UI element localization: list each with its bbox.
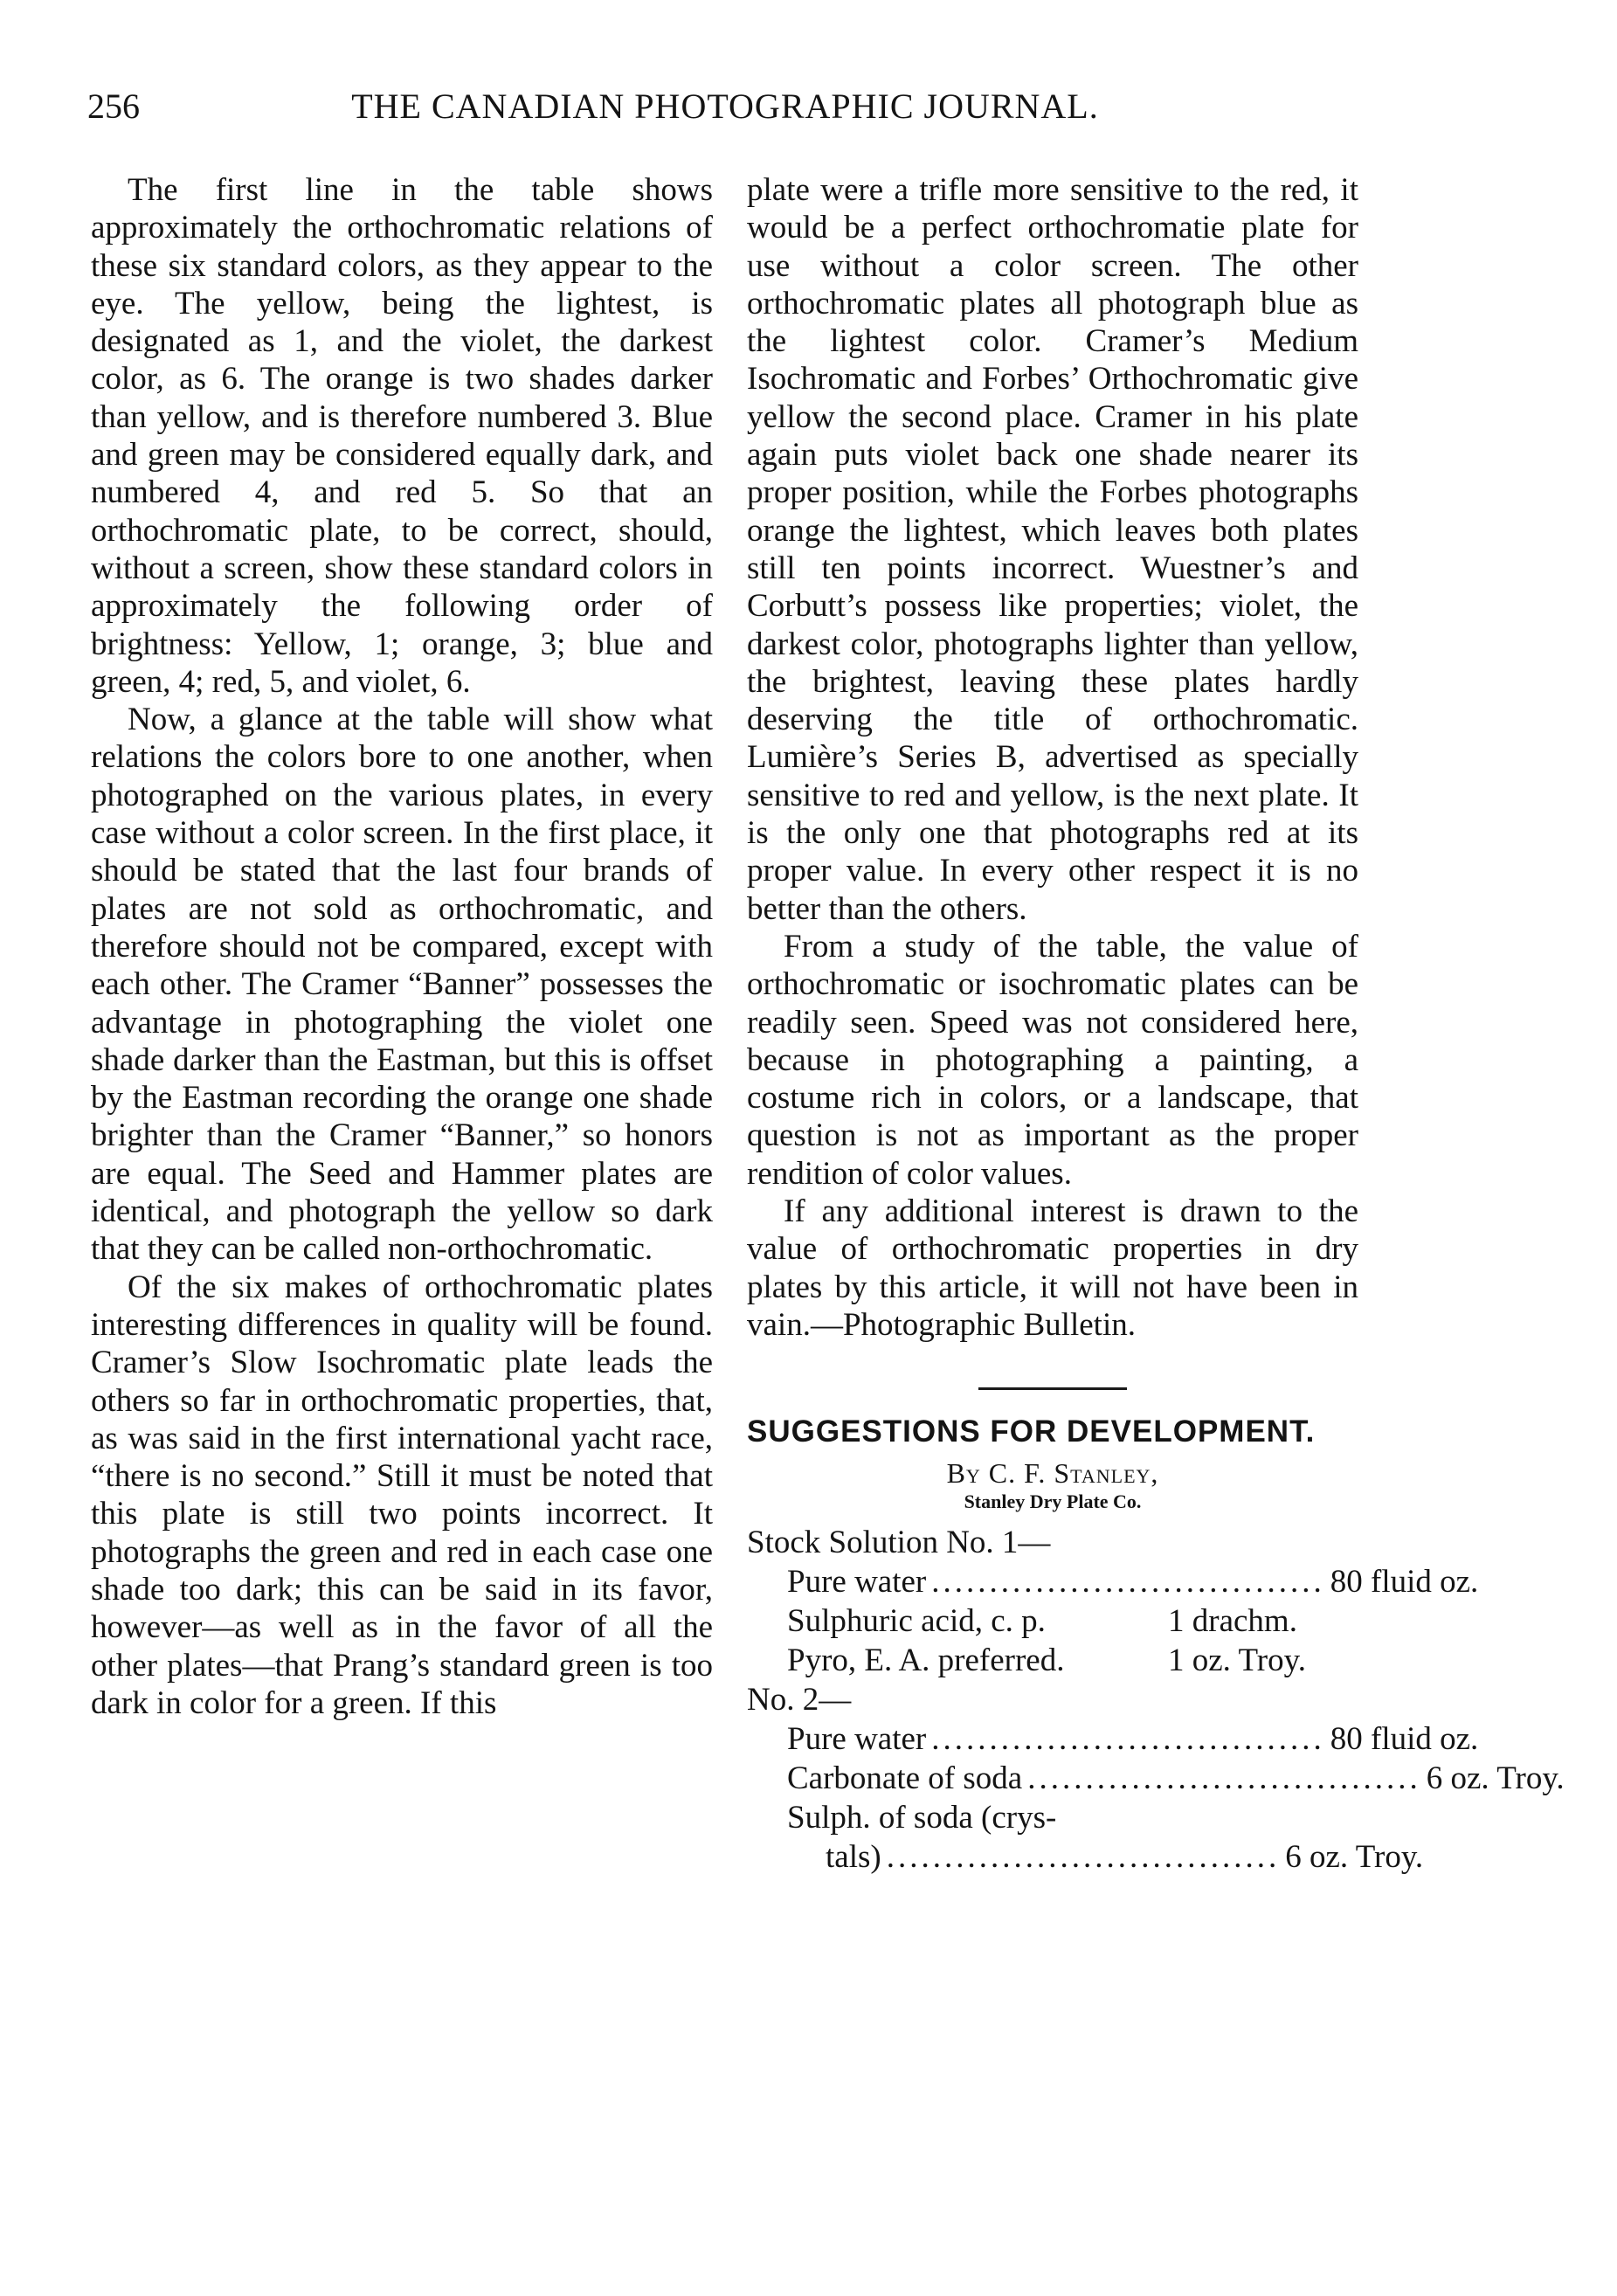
ingredient: Sulph. of soda (crys- (787, 1800, 1057, 1836)
recipe-line (787, 1759, 1565, 1798)
amount: 1 drachm. (1168, 1603, 1297, 1640)
recipe-line (826, 1837, 1424, 1877)
ingredient: Sulphuric acid, c. p. (787, 1603, 1046, 1640)
stock-solution-1-heading: Stock Solution No. 1— (747, 1525, 1051, 1561)
paragraph: If any additional interest is drawn to the value of orthochromatic properties in dry plates by this article, it will not have been in vain.—Photographic Bulletin. (747, 1193, 1358, 1343)
amount: 80 fluid oz. (1330, 1564, 1479, 1601)
page-number: 256 (87, 86, 140, 126)
paragraph: plate were a trifle more sensitive to the red, it would be a perfect orthochromatie plate for use without a color screen. The other orthochromatic plates all photograph blue as the lightest color. Cramer’s Medium Isochromatic and Forbes’ Orthochromatic give yellow the second place. Cramer in his plate again puts violet back one shade nearer its proper position, while the Forbes photographs orange the lightest, which leaves both plates still ten points incorrect. Wuestner’s and Corbutt’s possess like properties; violet, the darkest color, photographs lighter than yellow, the brightest, leaving these plates hardly deserving the title of orthochromatic. Lumière’s Series B, advertised as specially sensitive to red and yellow, is the next plate. It is the only one that photographs red at its proper value. In every other respect it is no better than the others. (747, 172, 1358, 927)
ingredient: Pyro, E. A. preferred. (787, 1642, 1065, 1679)
ingredient-continuation: tals) (826, 1839, 881, 1876)
page-header (87, 80, 1363, 133)
stock-solution-2-heading: No. 2— (747, 1682, 852, 1719)
paragraph: From a study of the table, the value of orthochromatic or isochromatic plates can be readily seen. Speed was not considered here, because in photographing a painting, a costume rich in colors, or a landscape, that question is not as important as the proper rendition of color values. (747, 928, 1358, 1192)
recipe-line (787, 1562, 1479, 1601)
byline: By C. F. Stanley, (946, 1457, 1159, 1490)
paragraph: The first line in the table shows approximately the orthochromatic relations of these six standard colors, as they appear to the eye. The yellow, being the lightest, is designated as 1, and the violet, the darkest color, as 6. The orange is two shades darker than yellow, and is therefore numbered 3. Blue and green may be considered equally dark, and numbered 4, and red 5. So that an orthochromatic plate, to be correct, should, without a screen, show these standard colors in approximately the following order of brightness: Yellow, 1; orange, 3; blue and green, 4; red, 5, and violet, 6. (91, 172, 713, 700)
leader-dots: .................................. (931, 1564, 1325, 1601)
section-divider (978, 1387, 1127, 1390)
ingredient: Pure water (787, 1564, 927, 1601)
amount: 6 oz. Troy. (1285, 1839, 1424, 1876)
amount: 80 fluid oz. (1330, 1721, 1479, 1758)
section-title: SUGGESTIONS FOR DEVELOPMENT. (747, 1414, 1316, 1449)
leader-dots: .................................. (886, 1839, 1281, 1876)
running-title: THE CANADIAN PHOTOGRAPHIC JOURNAL. (351, 86, 1099, 126)
leader-dots: .................................. (1027, 1760, 1421, 1797)
ingredient: Carbonate of soda (787, 1760, 1023, 1797)
affiliation: Stanley Dry Plate Co. (964, 1490, 1142, 1513)
paragraph: Now, a glance at the table will show what relations the colors bore to one another, when photographed on the various plates, in every case without a color screen. In the first place, it should be stated that the last four brands of plates are not sold as orthochromatic, and therefore should not be compared, except with each other. The Cramer “Banner” possesses the advantage in photographing the violet one shade darker than the Eastman, but this is offset by the Eastman recording the orange one shade brighter than the Cramer “Banner,” so honors are equal. The Seed and Hammer plates are identical, and photograph the yellow so dark that they can be called non-orthochromatic. (91, 702, 713, 1268)
recipe-line (787, 1719, 1479, 1759)
recipe-line (787, 1641, 1358, 1680)
left-column (91, 171, 713, 1722)
amount: 1 oz. Troy. (1168, 1642, 1306, 1679)
leader-dots: .................................. (931, 1721, 1325, 1758)
right-column (747, 171, 1565, 1877)
ingredient: Pure water (787, 1721, 927, 1758)
recipe (747, 1523, 1565, 1877)
recipe-line (787, 1601, 1358, 1641)
paragraph: Of the six makes of orthochromatic plates interesting differences in quality will be found. Cramer’s Slow Isochromatic plate leads the others so far in orthochromatic properties, that, as was said in the first international yacht race, “there is no second.” Still it must be noted that this plate is still two points incorrect. It photographs the green and red in each case one shade too dark; this can be said in its favor, however—as well as in the favor of all the other plates—that Prang’s standard green is too dark in color for a green. If this (91, 1269, 713, 1721)
amount: 6 oz. Troy. (1426, 1760, 1565, 1797)
